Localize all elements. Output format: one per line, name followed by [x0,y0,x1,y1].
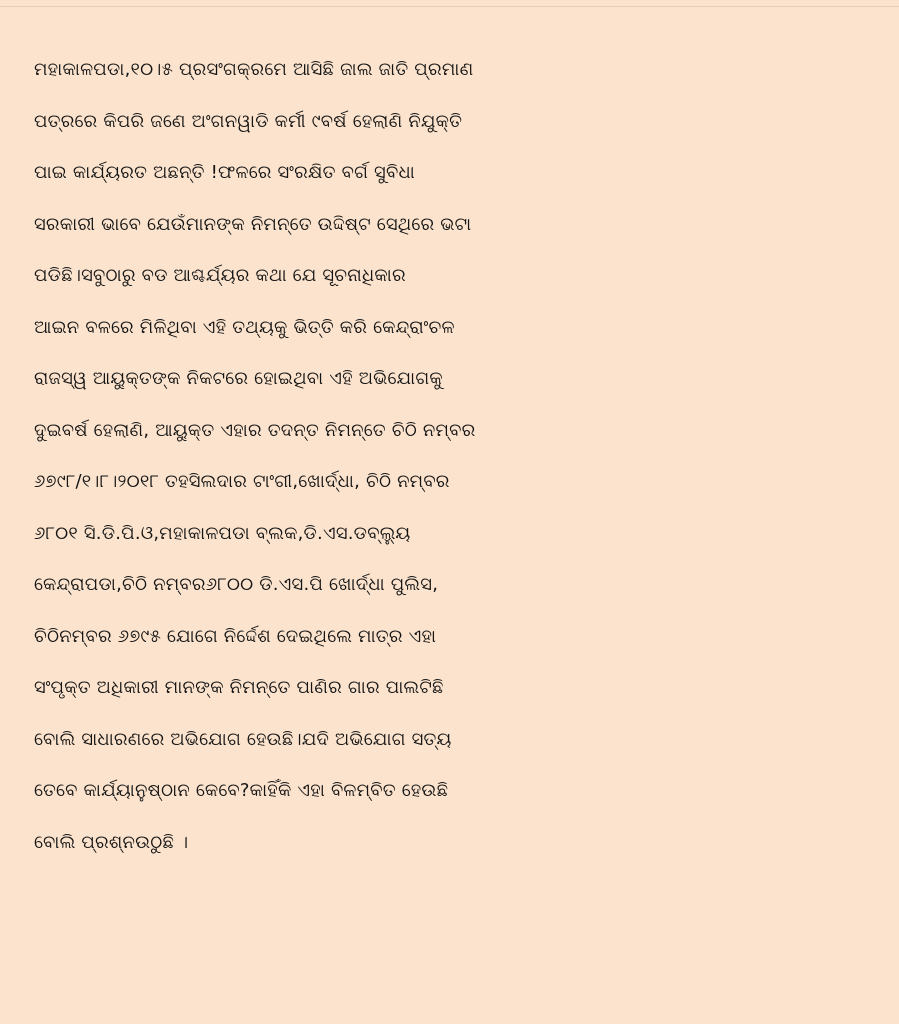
note-line: ରାଜସ୍ୱ ଆୟୁକ୍ତଙ୍କ ନିକଟରେ ହୋଇଥିବା ଏହି ଅଭିଯୋଗକୁ [34,368,443,389]
note-body [34,44,874,868]
note-line: ବୋଲି ସାଧାରଣରେ ଅଭିଯୋଗ ହେଉଛି।ଯଦି ଅଭିଯୋଗ ସତ୍ୟ [34,728,452,750]
note-line: ଦୁଇବର୍ଷ ହେଲାଣି, ଆୟୁକ୍ତ ଏହାର ତଦନ୍ତ ନିମନ୍ତେ ଚିଠି ନମ୍ବର [34,419,476,441]
note-line: ପଡିଛି।ସବୁଠାରୁ ବଡ ଆଶ୍ଚର୍ଯ୍ୟର କଥା ଯେ ସୂଚନାଧିକାର [34,265,406,286]
note-line: ତେବେ କାର୍ଯ୍ୟାନୁଷ୍ଠାନ କେବେ?କାହିଁକି ଏହା ବିଳମ୍ବିତ ହେଉଛି [34,780,449,801]
top-divider [0,6,899,7]
note-line: ଚିଠିନମ୍ବର ୬୭୯୫ ଯୋଗେ ନିର୍ଦ୍ଦେଶ ଦେଇଥିଲେ ମାତ୍ର ଏହା [34,625,437,647]
note-line: ପତ୍ରରେ କିପରି ଜଣେ ଅଂଗନୱାଡି କର୍ମୀ ୯ବର୍ଷ ହେଲାଣି ନିଯୁକ୍ତି [34,110,463,132]
note-line: ୬୭୯୮/୧।୮।୨୦୧୮ ତହସିଲଦାର ଟାଂଗୀ,ଖୋର୍ଦ୍ଧା, ଚିଠି ନମ୍ବର [34,471,450,492]
note-line: ସଂପୃକ୍ତ ଅଧିକାରୀ ମାନଙ୍କ ନିମନ୍ତେ ପାଣିର ଗାର ପାଲଟିଛି [34,677,444,698]
note-line: ୬୮୦୧ ସି.ଡି.ପି.ଓ,ମହାକାଳପଡା ବ୍ଲକ,ଡି.ଏସ.ଡବ୍ଲ୍ୟୁ [34,522,411,544]
note-line: ମହାକାଳପଡା,୧୦।୫ ପ୍ରସଂଗକ୍ରମେ ଆସିଛି ଜାଲ ଜାତି ପ୍ରମାଣ [34,59,474,80]
note-line: ସରକାରୀ ଭାବେ ଯେଉଁମାନଙ୍କ ନିମନ୍ତେ ଉଦ୍ଦିଷ୍ଟ ସେଥିରେ ଭଟା [34,213,472,235]
note-line: ଆଇନ ବଳରେ ମିଳିଥିବା ଏହି ତଥ୍ୟକୁ ଭିତ୍ତି କରି କେନ୍ଦ୍ରାଂଚଳ [34,316,455,338]
note-line: କେନ୍ଦ୍ରାପଡା,ଚିଠି ନମ୍ବର୬୮୦୦ ଡି.ଏସ.ପି ଖୋର୍ଦ୍ଧା ପୁଲିସ, [34,574,439,595]
note-line: ବୋଲି ପ୍ରଶ୍ନଉଠୁଛି । [34,831,189,853]
note-line: ପାଇ କାର୍ଯ୍ୟରତ ଅଛନ୍ତି !ଫଳରେ ସଂରକ୍ଷିତ ବର୍ଗ ସୁବିଧା [34,162,415,183]
